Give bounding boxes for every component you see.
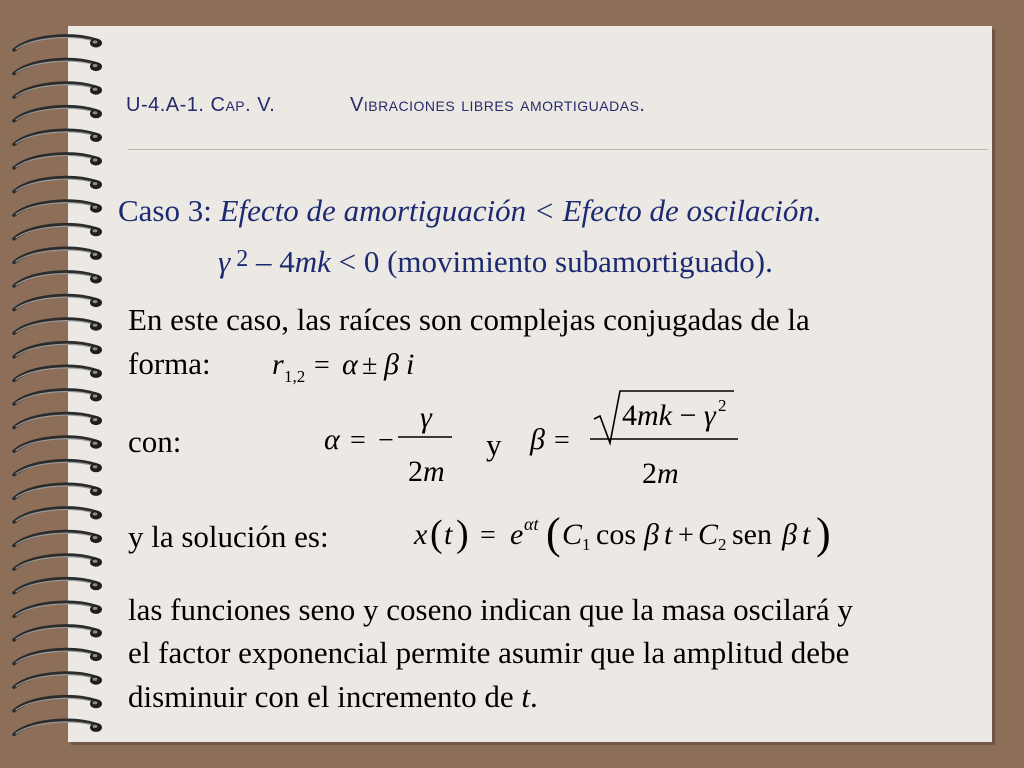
svg-text:=: = [554,425,570,456]
case-label: Caso 3: [118,193,220,228]
svg-text:t: t [664,518,673,551]
svg-text:2: 2 [718,535,727,554]
svg-text:i: i [406,348,415,381]
svg-text:+: + [678,520,694,551]
svg-text:cos: cos [596,518,636,551]
roots-formula [270,342,440,388]
svg-text:=: = [350,425,366,456]
conclusion-variable-t: t [521,679,531,714]
svg-text:C: C [562,518,583,551]
condition-minus: – 4 [248,244,295,279]
section-title: Vibraciones libres amortiguadas. [350,94,646,116]
svg-text:β: β [384,348,399,381]
svg-text:α: α [324,423,340,456]
svg-text:2m: 2m [408,455,445,488]
svg-text:(: ( [546,509,561,558]
solution-formula [412,508,852,560]
svg-text:2: 2 [718,396,727,415]
svg-text:sen: sen [732,518,772,551]
svg-text:e: e [510,518,524,551]
conclusion-line1: las funciones seno y coseno indican que la masa oscilará y [128,592,853,627]
svg-text:α: α [342,348,358,381]
spiral-binding [0,0,120,768]
svg-text:C: C [698,518,719,551]
svg-text:): ) [816,509,831,558]
svg-text:t: t [444,518,453,551]
conclusion-line3-text: disminuir con el incremento de [128,679,522,714]
svg-text:x: x [414,518,428,551]
svg-text:αt: αt [524,514,539,534]
condition-exponent: 2 [236,246,249,272]
conclusion-line2: el factor exponencial permite asumir que la amplitud debe [128,635,850,670]
roots-intro-line1: En este caso, las raíces son complejas conjugadas de la [128,302,810,337]
condition-text: < 0 (movimiento subamortiguado). [330,244,773,279]
alpha-formula [322,395,462,490]
svg-text:1: 1 [582,535,591,554]
svg-text:2m: 2m [642,457,679,490]
solution-label: y la solución es: [128,519,329,554]
svg-text:β: β [782,518,797,551]
svg-text:4mk − γ: 4mk − γ [622,399,716,432]
svg-text:β: β [644,518,659,551]
beta-formula [528,385,748,490]
svg-text:r: r [272,348,284,381]
svg-text:γ: γ [420,401,432,434]
case-heading [118,195,822,226]
condition-mk: mk [294,244,331,279]
conclusion-line3 [128,681,538,712]
svg-text:(: ( [430,513,443,555]
condition-line [218,246,773,277]
chapter-code: U-4.A-1. Cap. V. [126,94,276,116]
conclusion-period: . [530,679,538,714]
svg-text:=: = [480,520,496,551]
condition-gamma: γ [218,244,231,279]
svg-text:t: t [802,518,811,551]
case-description: Efecto de amortiguación < Efecto de oscilación. [219,193,822,228]
svg-text:): ) [456,513,469,555]
svg-text:−: − [378,425,394,456]
svg-text:β: β [530,423,545,456]
svg-text:±: ± [362,350,378,381]
roots-intro-line2: forma: [128,346,211,381]
header-divider [128,149,988,150]
and-word: y [486,427,502,462]
con-label: con: [128,424,182,459]
svg-text:1,2: 1,2 [284,367,306,386]
svg-text:=: = [314,350,330,381]
